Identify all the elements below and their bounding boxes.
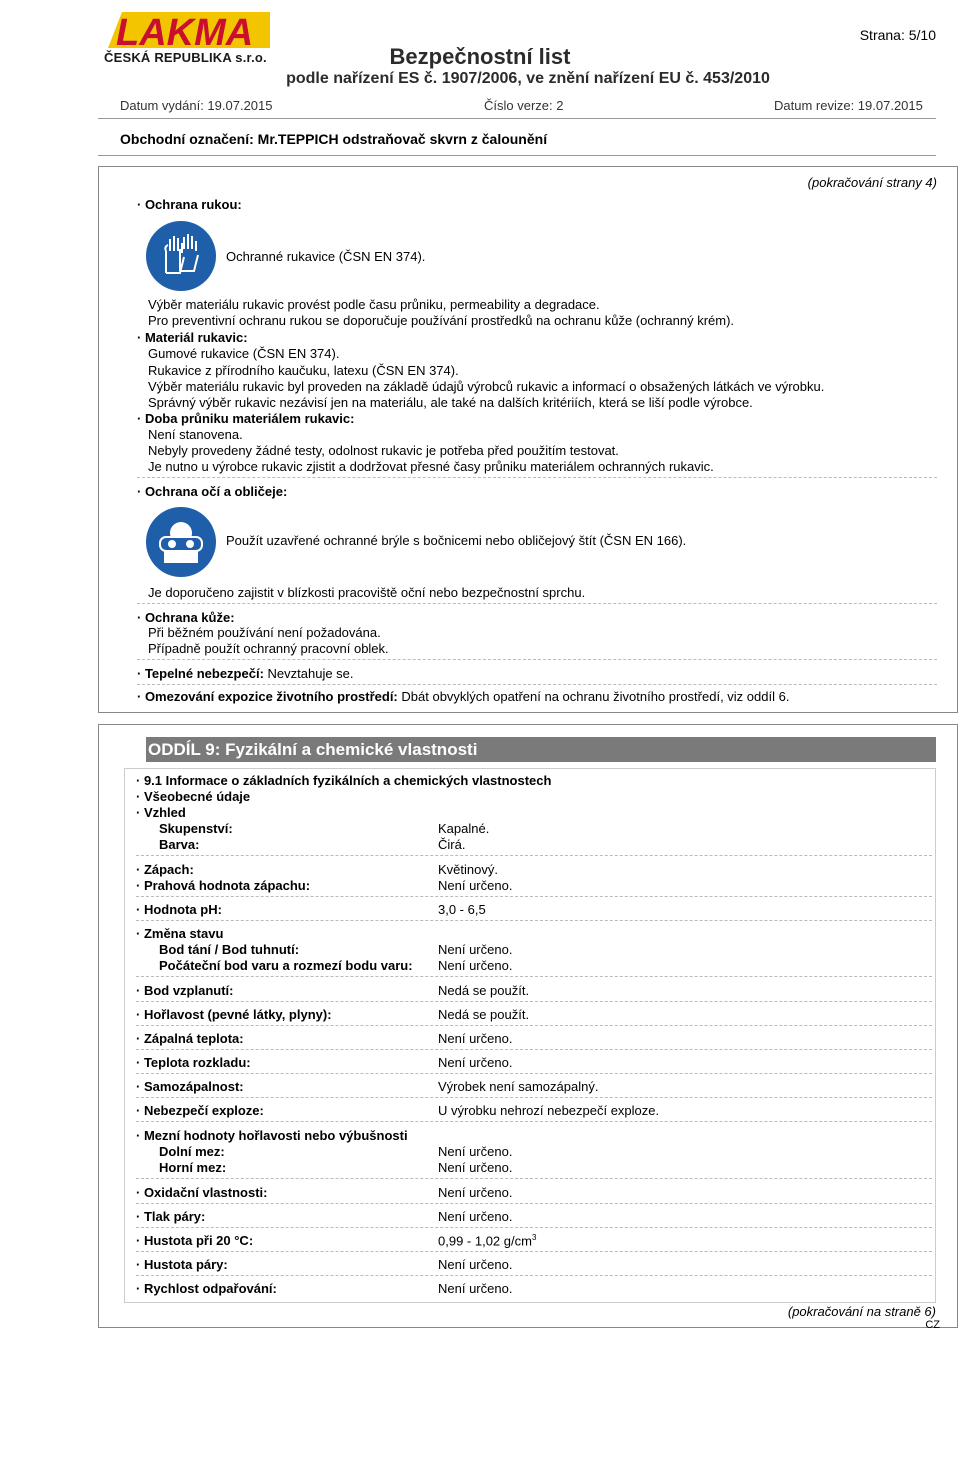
separator <box>136 1275 932 1276</box>
breakthrough-label: · Doba průniku materiálem rukavic: <box>137 411 355 426</box>
trade-value: Mr.TEPPICH odstraňovač skvrn z čalounění <box>257 131 548 147</box>
version-number: Číslo verze: 2 <box>484 98 564 113</box>
glove-material-label: · Materiál rukavic: <box>137 330 248 345</box>
separator <box>136 976 932 977</box>
issue-date: Datum vydání: 19.07.2015 <box>120 98 273 113</box>
separator <box>136 855 932 856</box>
lower-limit-value: Není určeno. <box>438 1144 513 1159</box>
hands-line-2: Pro preventivní ochranu rukou se doporučuje používání prostředků na ochranu kůže (ochranný krém). <box>148 313 735 328</box>
separator <box>136 920 932 921</box>
section-9-heading: · 9.1 Informace o základních fyzikálních a chemických vlastnostech <box>136 773 552 788</box>
evaporation-value: Není určeno. <box>438 1281 513 1296</box>
flammability-value: Nedá se použít. <box>438 1007 530 1022</box>
breakthrough-line-3: Je nutno u výrobce rukavic zjistit a dodržovat přesné časy průniku materiálem ochranných rukavic. <box>148 459 714 474</box>
boiling-value: Není určeno. <box>438 958 513 973</box>
gloves-icon <box>146 221 216 291</box>
ignition-value: Není určeno. <box>438 1031 513 1046</box>
separator <box>137 684 937 685</box>
environment-label: · Omezování expozice životního prostředí: <box>137 689 398 704</box>
thermal-label: · Tepelné nebezpečí: <box>137 666 264 681</box>
lower-limit-label: Dolní mez: <box>159 1144 225 1159</box>
section-9-title: ODDÍL 9: Fyzikální a chemické vlastnosti <box>146 737 936 762</box>
trade-label: Obchodní označení: <box>120 131 254 147</box>
limits-label: · Mezní hodnoty hořlavosti nebo výbušnosti <box>136 1128 408 1143</box>
material-line-3: Výběr materiálu rukavic byl proveden na základě údajů výrobců rukavic a informací o obsažených látkách ve výrobku. <box>148 379 825 394</box>
self-ignition-value: Výrobek není samozápalný. <box>438 1079 599 1094</box>
page-number: Strana: 5/10 <box>859 27 936 43</box>
vapour-pressure-label: · Tlak páry: <box>136 1209 206 1224</box>
appearance: · Vzhled <box>136 805 186 820</box>
odor-label: · Zápach: <box>136 862 194 877</box>
explosion-value: U výrobku nehrozí nebezpečí exploze. <box>438 1103 660 1118</box>
separator <box>136 1203 932 1204</box>
odor-threshold-value: Není určeno. <box>438 878 513 893</box>
goggles-icon <box>146 507 216 577</box>
separator <box>136 1121 932 1122</box>
vapour-density-value: Není určeno. <box>438 1257 513 1272</box>
material-line-2: Rukavice z přírodního kaučuku, latexu (ČSN EN 374). <box>148 363 459 378</box>
thermal-value: Nevztahuje se. <box>267 666 354 681</box>
state-value: Kapalné. <box>438 821 490 836</box>
gloves-icon-text: Ochranné rukavice (ČSN EN 374). <box>226 249 426 264</box>
decomposition-value: Není určeno. <box>438 1055 513 1070</box>
density-number: 0,99 - 1,02 g/cm <box>438 1233 532 1249</box>
flash-point-label: · Bod vzplanutí: <box>136 983 234 998</box>
hands-line-1: Výběr materiálu rukavic provést podle času průniku, permeability a degradace. <box>148 297 600 312</box>
skin-line-1: Při běžném používání není požadována. <box>148 625 381 640</box>
ph-label: · Hodnota pH: <box>136 902 222 917</box>
state-change-label: · Změna stavu <box>136 926 224 941</box>
skin-line-2: Případně použít ochranný pracovní oblek. <box>148 641 389 656</box>
breakthrough-line-1: Není stanovena. <box>148 427 243 442</box>
trade-name <box>120 131 547 147</box>
decomposition-label: · Teplota rozkladu: <box>136 1055 251 1070</box>
upper-limit-label: Horní mez: <box>159 1160 227 1175</box>
ignition-label: · Zápalná teplota: <box>136 1031 244 1046</box>
skin-label: · Ochrana kůže: <box>137 610 235 625</box>
density-exponent: 3 <box>531 1233 537 1242</box>
upper-limit-value: Není určeno. <box>438 1160 513 1175</box>
logo-subtitle: ČESKÁ REPUBLIKA s.r.o. <box>104 50 267 65</box>
separator <box>137 603 937 604</box>
oxidizing-value: Není určeno. <box>438 1185 513 1200</box>
header-divider <box>98 118 936 119</box>
logo-text: LAKMA <box>116 12 254 52</box>
goggles-icon-text: Použít uzavřené ochranné brýle s bočnicemi nebo obličejový štít (ČSN EN 166). <box>226 533 687 548</box>
separator <box>136 1025 932 1026</box>
odor-value: Květinový. <box>438 862 498 877</box>
separator <box>137 659 937 660</box>
page-title: Bezpečnostní list <box>389 44 571 69</box>
page-subtitle: podle nařízení ES č. 1907/2006, ve znění nařízení EU č. 453/2010 <box>286 70 770 87</box>
separator <box>136 1227 932 1228</box>
density-label: · Hustota při 20 °C: <box>136 1233 254 1248</box>
separator <box>137 477 937 478</box>
density-value <box>438 1233 536 1248</box>
separator <box>136 1073 932 1074</box>
continuation-top: (pokračování strany 4) <box>807 175 937 190</box>
separator <box>136 1001 932 1002</box>
country-code: CZ <box>925 1319 940 1331</box>
eyes-note: Je doporučeno zajistit v blízkosti pracoviště oční nebo bezpečnostní sprchu. <box>148 585 586 600</box>
explosion-label: · Nebezpečí exploze: <box>136 1103 264 1118</box>
separator <box>136 896 932 897</box>
oxidizing-label: · Oxidační vlastnosti: <box>136 1185 268 1200</box>
color-value: Čirá. <box>438 837 466 852</box>
trade-divider <box>98 155 936 156</box>
continuation-bottom: (pokračování na straně 6) <box>787 1304 936 1319</box>
self-ignition-label: · Samozápalnost: <box>136 1079 244 1094</box>
odor-threshold-label: · Prahová hodnota zápachu: <box>136 878 311 893</box>
evaporation-label: · Rychlost odpařování: <box>136 1281 277 1296</box>
separator <box>136 1097 932 1098</box>
color-label: Barva: <box>159 837 200 852</box>
thermal-row <box>137 666 354 681</box>
material-line-4: Správný výběr rukavic nezávisí jen na materiálu, ale také na dalších kritériích, která se liší podle výrobce. <box>148 395 753 410</box>
environment-row <box>137 689 789 704</box>
breakthrough-line-2: Nebyly provedeny žádné testy, odolnost rukavic je potřeba před použitím testovat. <box>148 443 619 458</box>
environment-value: Dbát obvyklých opatření na ochranu životního prostředí, viz oddíl 6. <box>401 689 790 704</box>
boiling-label: Počáteční bod varu a rozmezí bodu varu: <box>159 958 413 973</box>
eyes-label: · Ochrana očí a obličeje: <box>137 484 288 499</box>
flammability-label: · Hořlavost (pevné látky, plyny): <box>136 1007 332 1022</box>
flash-point-value: Nedá se použít. <box>438 983 530 998</box>
revision-date: Datum revize: 19.07.2015 <box>774 98 923 113</box>
protection-box <box>98 166 958 713</box>
vapour-pressure-value: Není určeno. <box>438 1209 513 1224</box>
melting-value: Není určeno. <box>438 942 513 957</box>
separator <box>136 1049 932 1050</box>
separator <box>136 1178 932 1179</box>
melting-label: Bod tání / Bod tuhnutí: <box>159 942 300 957</box>
hands-label: · Ochrana rukou: <box>137 197 242 212</box>
material-line-1: Gumové rukavice (ČSN EN 374). <box>148 346 340 361</box>
general-info: · Všeobecné údaje <box>136 789 251 804</box>
state-label: Skupenství: <box>159 821 233 836</box>
vapour-density-label: · Hustota páry: <box>136 1257 228 1272</box>
section-9-inner <box>124 768 936 1303</box>
separator <box>136 1251 932 1252</box>
ph-value: 3,0 - 6,5 <box>438 902 486 917</box>
